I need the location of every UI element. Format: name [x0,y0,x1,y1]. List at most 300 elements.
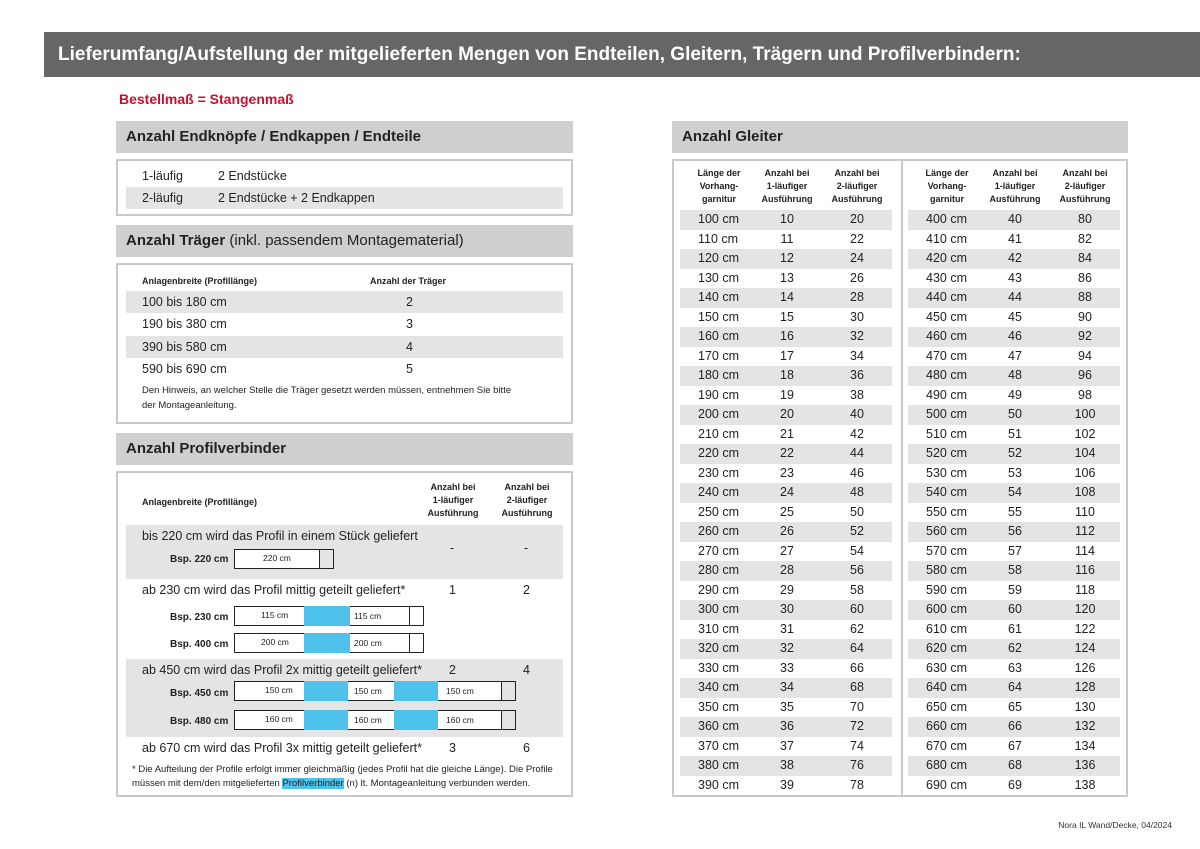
pv-row1-v1: - [450,541,455,555]
gleiter-length: 470 cm [926,348,967,363]
gleiter-length: 560 cm [926,524,967,538]
gleiter-row [680,659,892,679]
gleiter-row [908,444,1120,464]
gleiter-count-1: 25 [780,504,794,519]
gleiter-length: 450 cm [926,309,967,324]
gleiter-count-2: 62 [850,621,864,636]
gleiter-count-1: 13 [780,270,794,285]
gleiter-row [908,600,1120,620]
gleiter-count-2: 60 [850,602,864,616]
gleiter-row [680,503,892,523]
gleiter-count-2: 92 [1078,329,1092,343]
profile-connector [394,681,438,701]
gleiter-count-2: 44 [850,446,864,460]
gleiter-count-2: 40 [850,407,864,421]
gleiter-row [908,561,1120,581]
profile-segment: 220 cm [234,549,320,569]
gh: Länge der [697,168,741,178]
gleiter-length: 600 cm [926,602,967,616]
endteile-row [126,187,563,209]
gleiter-count-1: 59 [1008,582,1022,597]
gh: garnitur [929,194,964,204]
gleiter-row [680,600,892,620]
gleiter-row [908,717,1120,737]
gleiter-row [908,620,1120,640]
gh: 2-läufiger [836,181,878,191]
pv-col2-l1: Anzahl bei [430,482,476,492]
traeger-row [126,313,563,335]
profile-segment-label: 200 cm [354,638,382,648]
gleiter-row [680,698,892,718]
gleiter-count-2: 86 [1078,270,1092,285]
gleiter-count-1: 63 [1008,660,1022,675]
order-size-note: Bestellmaß = Stangenmaß [119,91,294,107]
gleiter-row [908,659,1120,679]
gleiter-head-2 [822,167,892,206]
gleiter-count-1: 35 [780,699,794,714]
gleiter-row [908,503,1120,523]
gleiter-row [908,639,1120,659]
gleiter-row [680,210,892,230]
gleiter-length: 670 cm [926,738,967,753]
gleiter-length: 270 cm [698,543,739,558]
gleiter-count-2: 28 [850,290,864,304]
gleiter-count-2: 112 [1075,524,1095,538]
traeger-row [126,336,563,358]
gleiter-row [908,269,1120,289]
gleiter-row [680,288,892,308]
gleiter-row [680,561,892,581]
gleiter-row [908,249,1120,269]
endteile-label: 1-läufig [142,169,183,183]
traeger-title-normal: (inkl. passendem Montagematerial) [225,232,464,249]
gleiter-length: 590 cm [926,582,967,597]
gleiter-count-1: 61 [1008,621,1022,636]
pv-row3-example1: Bsp. 450 cm [170,688,229,699]
gleiter-length: 460 cm [926,329,967,343]
profile-end-cap [410,606,424,626]
profile-connector [304,710,348,730]
gleiter-count-2: 48 [850,485,864,499]
gleiter-length: 280 cm [698,563,739,577]
gleiter-count-1: 69 [1008,777,1022,792]
gleiter-count-2: 108 [1074,485,1096,499]
gleiter-row [680,269,892,289]
gleiter-count-2: 82 [1078,231,1092,246]
gleiter-row [680,444,892,464]
gleiter-length: 360 cm [698,719,739,733]
gleiter-length: 500 cm [926,407,967,421]
gh: Vorhang- [927,181,967,191]
gleiter-divider [901,161,903,795]
gleiter-count-2: 30 [850,309,864,324]
gleiter-count-2: 34 [850,348,864,363]
gleiter-count-2: 54 [850,543,864,558]
gleiter-count-1: 55 [1008,504,1022,519]
gh: Anzahl bei [992,168,1038,178]
profile-segment: 160 cm [234,710,502,730]
gleiter-count-1: 19 [780,387,794,402]
traeger-col2-header: Anzahl der Träger [370,276,447,286]
gleiter-row [680,776,892,796]
pv-note-line2 [132,777,530,791]
endteile-title: Anzahl Endknöpfe / Endkappen / Endteile [116,121,573,153]
gleiter-length: 610 cm [926,621,967,636]
gleiter-count-2: 118 [1075,582,1095,597]
gleiter-count-2: 66 [850,660,864,675]
gleiter-row [680,249,892,269]
profile-segment: 200 cm [234,633,410,653]
pv-row3-v2: 4 [523,663,530,677]
gleiter-count-2: 98 [1078,387,1092,402]
gleiter-count-1: 54 [1008,485,1022,499]
profile-connector [394,710,438,730]
traeger-range: 100 bis 180 cm [142,295,227,309]
gleiter-row [680,737,892,757]
gleiter-length: 430 cm [926,270,967,285]
gleiter-count-2: 42 [850,426,864,441]
pv-row4-v1: 3 [449,741,456,755]
gleiter-count-2: 24 [850,251,864,265]
gleiter-length: 540 cm [926,485,967,499]
gleiter-count-2: 26 [850,270,864,285]
gh: Vorhang- [699,181,739,191]
profile-connector [304,633,350,653]
gleiter-count-1: 56 [1008,524,1022,538]
gleiter-count-2: 88 [1078,290,1092,304]
gleiter-count-2: 126 [1074,660,1096,675]
gleiter-row [908,522,1120,542]
gleiter-count-2: 100 [1074,407,1096,421]
gleiter-row [680,522,892,542]
gh: Länge der [925,168,969,178]
gleiter-count-2: 134 [1074,738,1096,753]
gleiter-count-1: 18 [780,368,794,382]
gleiter-row [680,542,892,562]
gleiter-count-2: 132 [1074,719,1096,733]
gleiter-length: 110 cm [698,231,739,246]
traeger-count: 2 [406,295,413,309]
gleiter-row [908,210,1120,230]
gleiter-count-1: 45 [1008,309,1022,324]
gleiter-length: 420 cm [926,251,967,265]
gleiter-row [680,366,892,386]
gleiter-count-2: 46 [850,465,864,480]
traeger-count: 3 [406,317,413,331]
gleiter-count-1: 50 [1008,407,1022,421]
gleiter-count-1: 42 [1008,251,1022,265]
endteile-value: 2 Endstücke [218,169,287,183]
gleiter-length: 180 cm [698,368,739,382]
gleiter-count-1: 10 [780,212,794,226]
gleiter-count-1: 47 [1008,348,1022,363]
profile-segment-label: 160 cm [354,715,382,725]
gleiter-count-1: 14 [780,290,794,304]
gleiter-row [908,542,1120,562]
gleiter-count-1: 24 [780,485,794,499]
gleiter-row [908,756,1120,776]
gleiter-count-1: 44 [1008,290,1022,304]
gleiter-title: Anzahl Gleiter [672,121,1128,153]
traeger-title-bold: Anzahl Träger [126,232,226,249]
gleiter-count-1: 30 [780,602,794,616]
gleiter-count-2: 76 [850,758,864,772]
gleiter-row [908,425,1120,445]
gleiter-count-1: 49 [1008,387,1022,402]
gleiter-count-1: 28 [780,563,794,577]
endteile-box [116,159,573,216]
gleiter-length: 190 cm [698,387,739,402]
gleiter-length: 220 cm [698,446,739,460]
gleiter-row [680,756,892,776]
pv-row2-example2: Bsp. 400 cm [170,639,229,650]
gh: Ausführung [1059,194,1111,204]
gleiter-length: 370 cm [698,738,739,753]
gleiter-length: 550 cm [926,504,967,519]
gleiter-length: 650 cm [926,699,967,714]
gleiter-length: 620 cm [926,641,967,655]
pv-note-part: müssen mit dem/den mitgelieferten [132,778,283,789]
gleiter-row [908,347,1120,367]
gleiter-count-2: 80 [1078,212,1092,226]
gleiter-count-1: 40 [1008,212,1022,226]
profile-segment: 115 cm [234,606,410,626]
gleiter-row [908,327,1120,347]
gleiter-count-2: 58 [850,582,864,597]
profile-segment-label: 160 cm [446,715,474,725]
gh: Anzahl bei [764,168,810,178]
gleiter-count-2: 122 [1074,621,1096,636]
gleiter-count-1: 64 [1008,680,1022,694]
gleiter-length: 170 cm [698,348,739,363]
gleiter-length: 690 cm [926,777,967,792]
gleiter-length: 130 cm [698,270,739,285]
pv-row1-text: bis 220 cm wird das Profil in einem Stück geliefert [142,529,418,543]
gleiter-count-2: 138 [1074,777,1096,792]
gleiter-count-1: 11 [780,231,794,246]
profile-segment-label: 115 cm [354,611,382,621]
gleiter-count-2: 124 [1074,641,1096,655]
gleiter-count-1: 57 [1008,543,1022,558]
traeger-col1-header: Anlagenbreite (Profillänge) [142,276,258,286]
gleiter-length: 230 cm [698,465,739,480]
gleiter-count-1: 58 [1008,563,1022,577]
gleiter-row [680,581,892,601]
gleiter-head-1 [980,167,1050,206]
gleiter-row [680,308,892,328]
gleiter-count-1: 37 [780,738,794,753]
gleiter-row [680,405,892,425]
gleiter-length: 340 cm [698,680,739,694]
gleiter-row [908,483,1120,503]
gleiter-count-1: 12 [780,251,794,265]
gleiter-count-1: 65 [1008,699,1022,714]
gleiter-row [680,230,892,250]
gleiter-length: 240 cm [698,485,739,499]
gleiter-count-1: 29 [780,582,794,597]
gleiter-length: 390 cm [698,777,739,792]
profile-end-cap [320,549,334,569]
gleiter-count-2: 56 [850,563,864,577]
gleiter-count-2: 32 [850,329,864,343]
pv-col2-header [418,481,488,520]
traeger-box [116,263,573,424]
gleiter-count-1: 48 [1008,368,1022,382]
gleiter-row [908,308,1120,328]
pv-col2-l2: 1-läufiger [432,495,474,505]
gleiter-length: 300 cm [698,602,739,616]
gleiter-box [672,159,1128,797]
pv-row2-v2: 2 [523,583,530,597]
gleiter-length: 150 cm [698,309,739,324]
gleiter-length: 380 cm [698,758,739,772]
gleiter-count-2: 50 [850,504,864,519]
gleiter-row [680,678,892,698]
gleiter-length: 640 cm [926,680,967,694]
gleiter-length: 570 cm [926,543,967,558]
gh: garnitur [701,194,736,204]
gleiter-count-2: 114 [1075,543,1095,558]
gleiter-row [908,288,1120,308]
pv-col3-l2: 2-läufiger [506,495,548,505]
gleiter-count-1: 43 [1008,270,1022,285]
endteile-value: 2 Endstücke + 2 Endkappen [218,191,375,205]
pv-row2-text: ab 230 cm wird das Profil mittig geteilt geliefert* [142,583,406,597]
profile-segment-label: 150 cm [446,686,474,696]
gh: 1-läufiger [766,181,808,191]
gleiter-count-2: 116 [1075,563,1095,577]
gleiter-count-1: 39 [780,777,794,792]
gleiter-count-1: 34 [780,680,794,694]
pv-col1-header: Anlagenbreite (Profillänge) [142,497,258,507]
gleiter-row [680,425,892,445]
gleiter-count-2: 70 [850,699,864,714]
pv-row2-v1: 1 [449,583,456,597]
gleiter-length: 530 cm [926,465,967,480]
gleiter-length: 440 cm [926,290,967,304]
pv-note-highlight: Profilverbinder [282,778,344,789]
pv-row1-v2: - [524,541,529,555]
gleiter-count-2: 110 [1075,504,1095,519]
gleiter-length: 210 cm [698,426,739,441]
gleiter-head-1 [752,167,822,206]
gleiter-count-2: 20 [850,212,864,226]
gleiter-row [908,737,1120,757]
gleiter-count-2: 120 [1074,602,1096,616]
gleiter-count-1: 51 [1008,426,1022,441]
gleiter-row [908,230,1120,250]
pv-row3-example2: Bsp. 480 cm [170,716,229,727]
gleiter-row [908,464,1120,484]
profile-connector [304,681,348,701]
gleiter-count-2: 102 [1074,426,1096,441]
gleiter-count-2: 78 [850,777,864,792]
gleiter-count-1: 53 [1008,465,1022,480]
traeger-note-line1: Den Hinweis, an welcher Stelle die Träger gesetzt werden müssen, entnehmen Sie bitte [142,385,512,396]
gleiter-length: 310 cm [698,621,739,636]
gh: Ausführung [831,194,883,204]
gleiter-row [680,639,892,659]
traeger-range: 590 bis 690 cm [142,362,227,376]
pv-col3-l1: Anzahl bei [504,482,550,492]
gleiter-row [680,347,892,367]
gleiter-head-length [684,167,754,206]
traeger-row [126,358,563,380]
gleiter-length: 400 cm [926,212,967,226]
pv-row2-example1: Bsp. 230 cm [170,612,229,623]
gleiter-count-1: 15 [780,309,794,324]
gleiter-count-1: 38 [780,758,794,772]
gleiter-length: 410 cm [926,231,967,246]
gleiter-length: 630 cm [926,660,967,675]
gleiter-count-1: 66 [1008,719,1022,733]
gleiter-count-2: 104 [1074,446,1096,460]
gleiter-row [908,386,1120,406]
pv-row4-text: ab 670 cm wird das Profil 3x mittig geteilt geliefert* [142,741,422,755]
gleiter-count-2: 130 [1074,699,1096,714]
gleiter-length: 200 cm [698,407,739,421]
gleiter-count-1: 52 [1008,446,1022,460]
gh: Ausführung [989,194,1041,204]
gleiter-count-2: 64 [850,641,864,655]
gleiter-length: 490 cm [926,387,967,402]
gleiter-count-2: 72 [850,719,864,733]
gleiter-length: 480 cm [926,368,967,382]
gleiter-row [908,678,1120,698]
profile-segment-label: 150 cm [354,686,382,696]
gleiter-count-1: 62 [1008,641,1022,655]
pv-col3-l3: Ausführung [501,508,553,518]
gleiter-count-2: 96 [1078,368,1092,382]
gleiter-count-1: 22 [780,446,794,460]
profilverbinder-title: Anzahl Profilverbinder [116,433,573,465]
gleiter-count-2: 106 [1074,465,1096,480]
gleiter-count-2: 128 [1074,680,1096,694]
gh: Anzahl bei [834,168,880,178]
pv-col2-l3: Ausführung [427,508,479,518]
profile-connector [304,606,350,626]
gleiter-row [680,386,892,406]
gleiter-length: 510 cm [926,426,967,441]
gleiter-row [680,620,892,640]
gleiter-row [908,366,1120,386]
gleiter-count-2: 84 [1078,251,1092,265]
gleiter-row [908,698,1120,718]
gleiter-length: 120 cm [698,251,739,265]
gleiter-row [908,581,1120,601]
profilverbinder-box [116,471,573,797]
profile-end-cap [502,681,516,701]
gleiter-length: 350 cm [698,699,739,714]
gleiter-count-1: 68 [1008,758,1022,772]
gleiter-count-1: 20 [780,407,794,421]
gh: Ausführung [761,194,813,204]
gleiter-row [680,327,892,347]
gleiter-count-1: 31 [780,621,794,636]
gleiter-length: 580 cm [926,563,967,577]
gleiter-count-2: 136 [1074,758,1096,772]
pv-row3-text: ab 450 cm wird das Profil 2x mittig geteilt geliefert* [142,663,422,677]
gh: 1-läufiger [994,181,1036,191]
gleiter-count-1: 17 [780,348,794,363]
gleiter-count-1: 36 [780,719,794,733]
gleiter-length: 100 cm [698,212,739,226]
gleiter-row [908,776,1120,796]
gleiter-length: 680 cm [926,758,967,772]
gleiter-length: 140 cm [698,290,739,304]
pv-note-line1: * Die Aufteilung der Profile erfolgt immer gleichmäßig (jedes Profil hat die gleiche Länge). Die Profile [132,764,553,775]
gleiter-length: 290 cm [698,582,739,597]
